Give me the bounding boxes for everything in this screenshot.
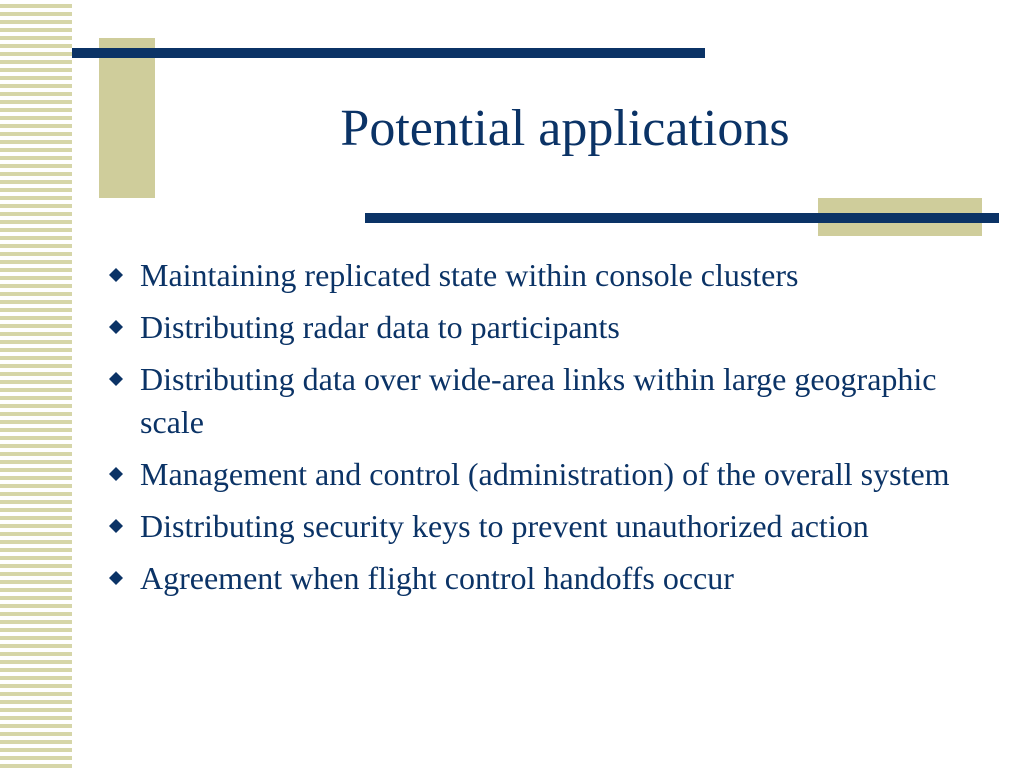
diamond-bullet-icon <box>109 571 123 585</box>
bullet-item <box>104 453 984 496</box>
bullet-list <box>104 254 984 609</box>
diamond-bullet-icon <box>109 372 123 386</box>
title-rule-bottom <box>365 213 999 223</box>
bullet-text: Agreement when flight control handoffs occur <box>140 560 734 596</box>
slide-title: Potential applications <box>340 100 790 157</box>
diamond-bullet-icon <box>109 268 123 282</box>
accent-block-left <box>99 38 155 198</box>
striped-side-decoration <box>0 0 72 768</box>
diamond-bullet-icon <box>109 320 123 334</box>
bullet-text: Distributing radar data to participants <box>140 309 620 345</box>
bullet-text: Distributing data over wide-area links within large geographic scale <box>140 361 937 440</box>
bullet-text: Maintaining replicated state within console clusters <box>140 257 799 293</box>
bullet-text: Management and control (administration) of the overall system <box>140 456 950 492</box>
bullet-item <box>104 358 984 444</box>
bullet-text: Distributing security keys to prevent unauthorized action <box>140 508 869 544</box>
bullet-item <box>104 557 984 600</box>
diamond-bullet-icon <box>109 467 123 481</box>
bullet-item <box>104 254 984 297</box>
diamond-bullet-icon <box>109 519 123 533</box>
title-rule-top <box>72 48 705 58</box>
bullet-item <box>104 505 984 548</box>
bullet-item <box>104 306 984 349</box>
